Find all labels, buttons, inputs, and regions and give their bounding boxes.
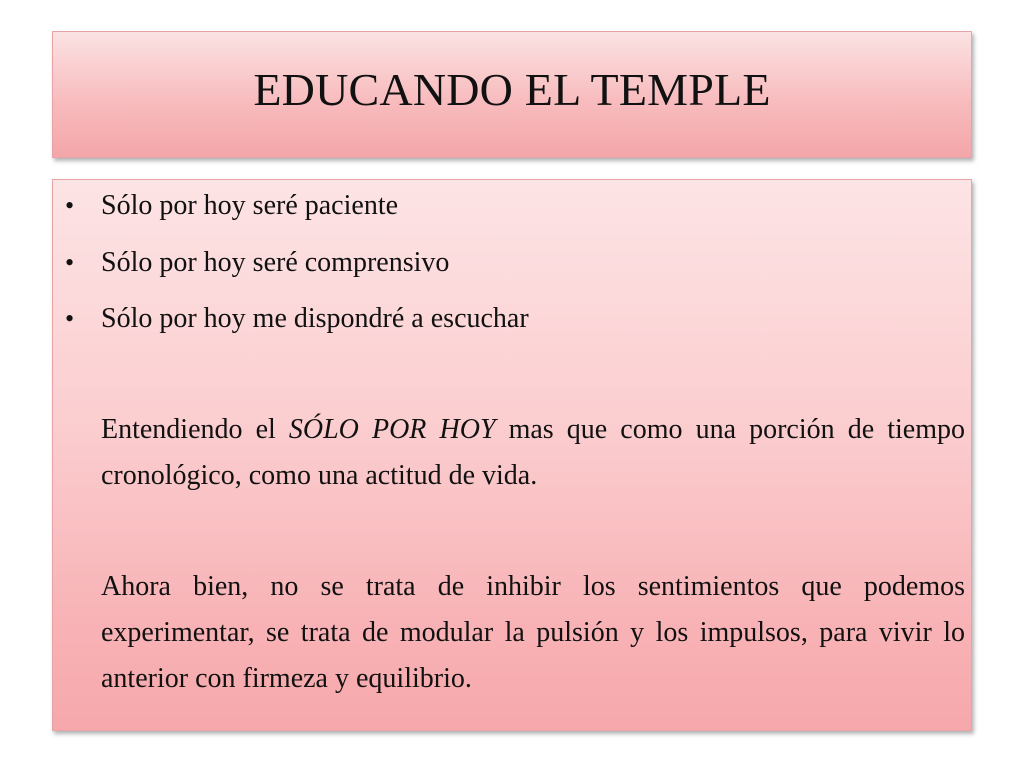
content-box [52,179,972,731]
bullet-list [65,187,965,357]
bullet-icon: • [65,247,75,277]
bullet-item [65,187,965,225]
slide-title: EDUCANDO EL TEMPLE [253,63,771,115]
bullet-item [65,300,965,338]
bullet-icon: • [65,191,75,220]
bullet-text: Sólo por hoy me dispondré a escuchar [101,303,529,334]
title-box [52,31,972,158]
paragraph-ahora-bien: Ahora bien, no se trata de inhibir los sentimientos que podemos experimentar, se trata de modular la pulsión y los impulsos, para vivir lo anterior con firmeza y equilibrio. [101,571,965,694]
bullet-item [65,244,965,282]
paragraph-solo-por-hoy [101,407,965,499]
paragraph-text-before: Entendiendo el [101,414,289,445]
bullet-icon: • [65,304,75,333]
bullet-text: Sólo por hoy seré paciente [101,190,399,221]
paragraph-text-after: mas que como una porción de tiempo cronológico, como una actitud de vida. [101,414,965,491]
paragraph-emphasis: SÓLO POR HOY [288,414,496,445]
bullet-text: Sólo por hoy seré comprensivo [101,246,450,278]
